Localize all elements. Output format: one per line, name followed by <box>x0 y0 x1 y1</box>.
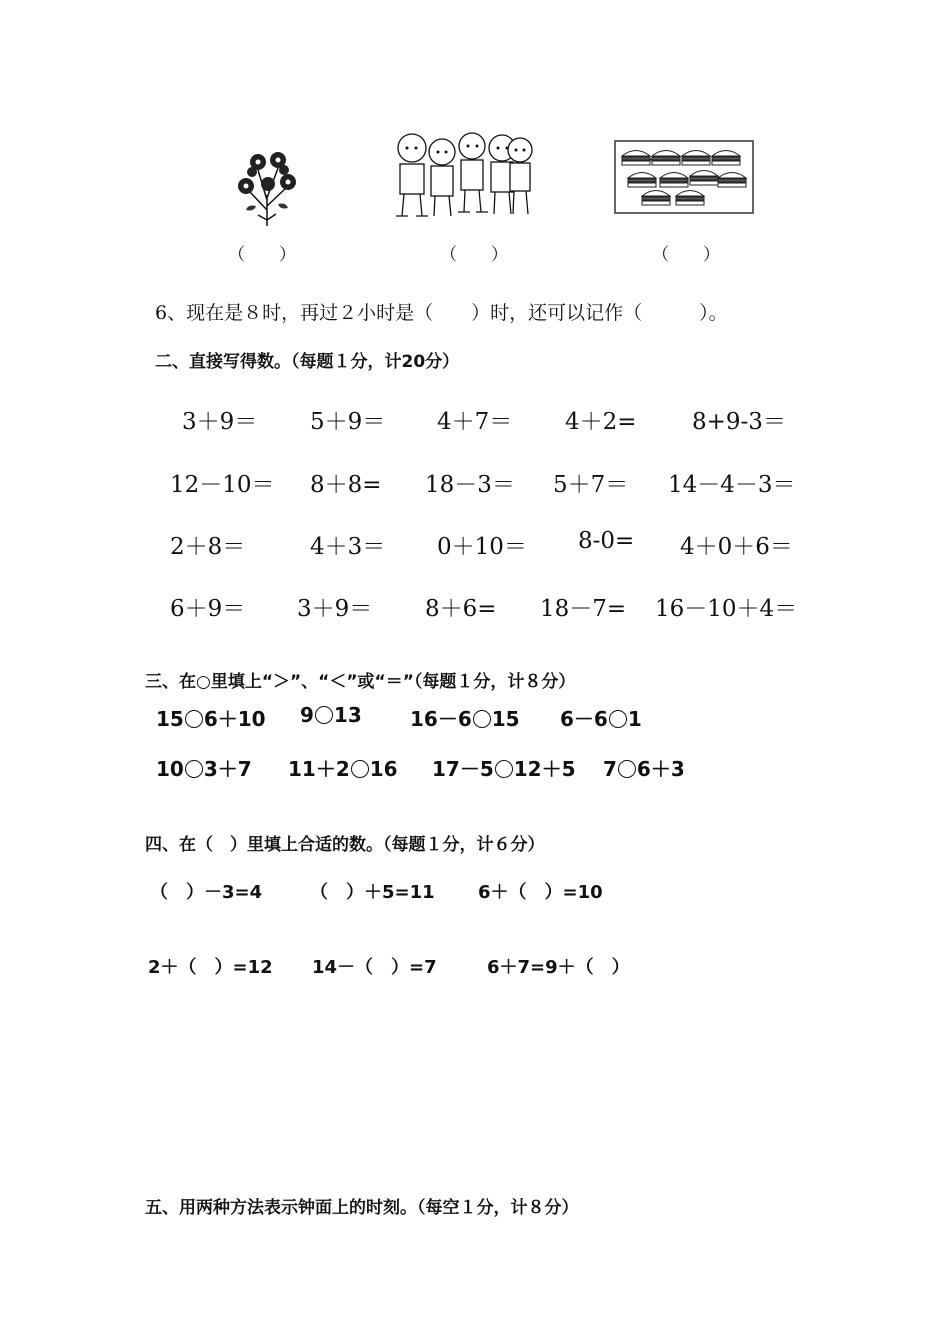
compare-right: 6＋10 <box>203 707 266 731</box>
compare-item <box>288 753 398 782</box>
compare-right: 1 <box>627 707 642 731</box>
fill-blank-problem[interactable]: 2＋（ ）=12 <box>148 957 273 978</box>
compare-item <box>560 703 642 732</box>
compare-right: 13 <box>333 703 362 727</box>
calc-problem: 18－3＝ <box>425 472 515 498</box>
compare-right: 16 <box>369 757 398 781</box>
calc-problem: 3＋9＝ <box>182 409 258 435</box>
compare-circle[interactable] <box>618 760 636 778</box>
compare-item <box>156 703 266 732</box>
calc-problem: 8-0= <box>578 528 635 554</box>
compare-circle[interactable] <box>473 710 491 728</box>
compare-circle[interactable] <box>315 706 333 724</box>
section-4-heading: 四、在（ ）里填上合适的数。（每题１分，计６分） <box>145 835 545 855</box>
calc-problem: 8+9-3＝ <box>692 409 786 435</box>
roses-bouquet-icon <box>228 140 306 228</box>
compare-left: 9 <box>300 703 314 727</box>
compare-circle[interactable] <box>609 710 627 728</box>
compare-left: 16－6 <box>410 707 472 731</box>
answer-blank-burgers[interactable]: （ ） <box>652 245 720 265</box>
fill-blank-problem[interactable]: （ ）－3=4 <box>150 882 263 903</box>
calc-problem: 4＋0＋6＝ <box>680 534 793 560</box>
compare-left: 6－6 <box>560 707 608 731</box>
compare-circle[interactable] <box>495 760 513 778</box>
calc-problem: 12－10＝ <box>170 472 275 498</box>
compare-circle[interactable] <box>185 760 203 778</box>
group-of-children-icon <box>390 126 536 222</box>
question-6: 6、现在是８时，再过２小时是（ ）时，还可以记作（ ）。 <box>155 302 728 324</box>
section-5-heading: 五、用两种方法表示钟面上的时刻。（每空１分，计８分） <box>145 1198 579 1218</box>
hamburgers-box-icon <box>614 140 754 214</box>
compare-circle[interactable] <box>185 710 203 728</box>
fill-blank-problem[interactable]: 6＋（ ）=10 <box>478 882 603 903</box>
calc-problem: 2＋8＝ <box>170 534 246 560</box>
calc-problem: 14－4－3＝ <box>668 472 796 498</box>
compare-right: 12＋5 <box>513 757 576 781</box>
compare-right: 3＋7 <box>203 757 252 781</box>
calc-problem: 8＋6= <box>425 596 497 622</box>
calc-problem: 16－10＋4＝ <box>655 596 798 622</box>
calc-problem: 0＋10＝ <box>437 534 527 560</box>
compare-circle[interactable] <box>351 760 369 778</box>
calc-problem: 4＋7＝ <box>437 409 513 435</box>
fill-blank-problem[interactable]: 6＋7=9＋（ ） <box>487 957 630 978</box>
compare-left: 15 <box>156 707 184 731</box>
compare-item <box>300 703 362 727</box>
calc-problem: 8＋8= <box>310 472 382 498</box>
calc-problem: 4＋3＝ <box>310 534 386 560</box>
calc-problem: 5＋9＝ <box>310 409 386 435</box>
answer-blank-children[interactable]: （ ） <box>440 245 508 265</box>
calc-problem: 6＋9＝ <box>170 596 246 622</box>
calc-problem: 3＋9＝ <box>297 596 373 622</box>
compare-left: 7 <box>603 757 617 781</box>
compare-item <box>603 753 685 782</box>
calc-problem: 4＋2= <box>565 409 637 435</box>
answer-blank-flowers[interactable]: （ ） <box>228 245 296 265</box>
fill-blank-problem[interactable]: 14－（ ）=7 <box>312 957 437 978</box>
compare-item <box>432 753 576 782</box>
compare-right: 15 <box>491 707 520 731</box>
compare-left: 10 <box>156 757 184 781</box>
section-3-heading: 三、在○里填上“＞”、“＜”或“＝”（每题１分，计８分） <box>145 672 576 692</box>
compare-left: 11＋2 <box>288 757 350 781</box>
section-2-heading: 二、直接写得数。（每题１分，计20分） <box>155 352 460 372</box>
compare-left: 17－5 <box>432 757 494 781</box>
calc-problem: 18－7= <box>540 596 627 622</box>
compare-item <box>410 703 520 732</box>
fill-blank-problem[interactable]: （ ）＋5=11 <box>310 882 435 903</box>
calc-problem: 5＋7＝ <box>553 472 629 498</box>
compare-right: 6＋3 <box>636 757 685 781</box>
compare-item <box>156 753 252 782</box>
